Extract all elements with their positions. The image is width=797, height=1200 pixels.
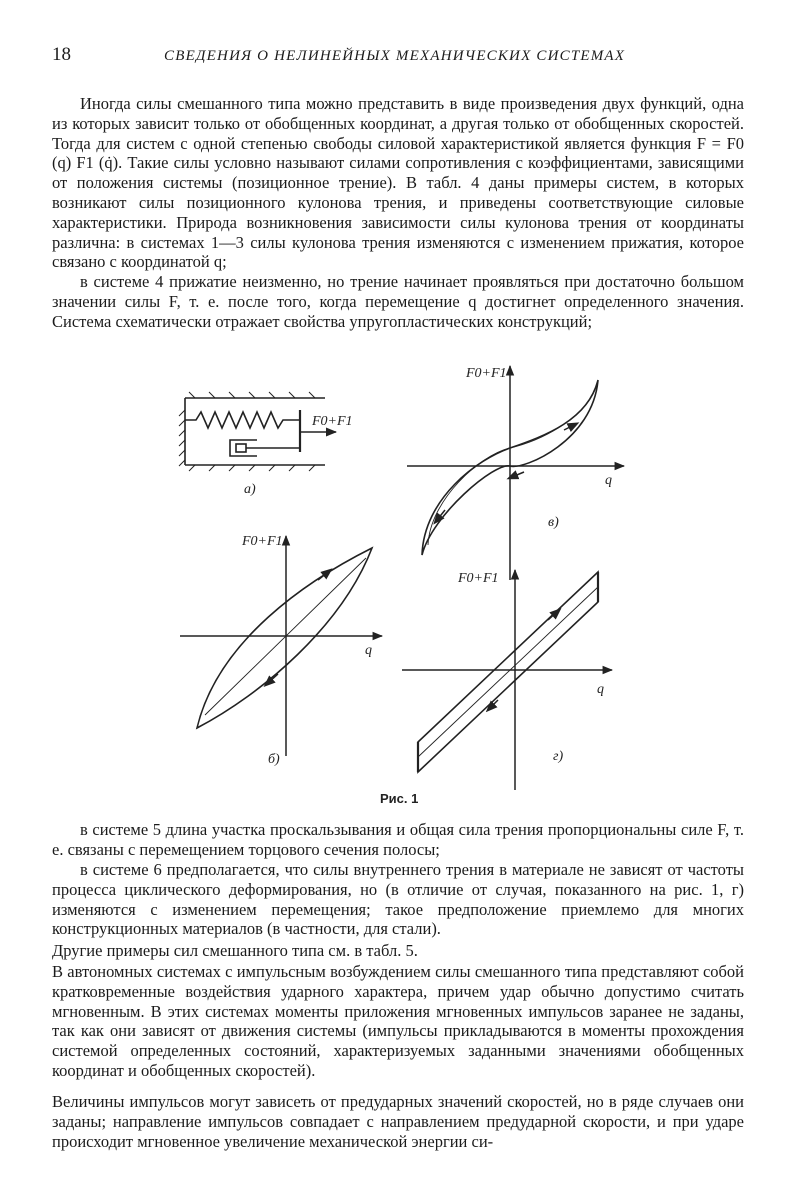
panel-a-scheme <box>179 392 336 471</box>
panel-a-force-label: F0+F1 <box>312 414 353 429</box>
panel-g-hysteresis <box>402 570 612 790</box>
panel-v-label: в) <box>548 515 559 530</box>
panel-b-hysteresis <box>180 536 382 756</box>
paragraph-mixed-forces: Иногда силы смешанного типа можно представить в виде произведения двух функций, одна из которых зависит только от обобщенных координат, а другая только от обобщенных скоростей. Тогда для систем с одной степенью свободы силовой характеристикой является функция F = F0 (q) F1 (q̇). Такие силы условно называют силами сопротивления с коэффициентами, зависящими от положения системы (позиционное трение). В табл. 4 даны примеры систем, в которых возникают силы позиционного кулонова трения, и приведены соответствующие силовые характеристики. Природа возникновения зависимости силы кулонова трения от координаты различна: в системах 1—3 силы кулонова трения изменяются с изменением прижатия, которое связано с координатой q; <box>52 94 744 272</box>
paragraph-system-5: в системе 5 длина участка проскальзывания и общая сила трения пропорциональны силе F, т. е. связаны с перемещением торцового сечения полосы; <box>52 820 744 859</box>
panel-b-force-label: F0+F1 <box>242 534 283 549</box>
panel-v-force-label: F0+F1 <box>466 366 507 381</box>
panel-a-label: a) <box>244 482 256 497</box>
paragraph-impulse-magnitudes: Величины импульсов могут зависеть от предударных значений скоростей, но в ряде случаев они заданы; направление импульсов совпадает с направлением предударной скорости, и при ударе происходит мгновенное увеличение механической энергии си- <box>52 1092 744 1151</box>
figure-caption: Рис. 1 <box>380 791 419 806</box>
panel-b-axis-label: q <box>365 643 372 658</box>
panel-g-force-label: F0+F1 <box>458 571 499 586</box>
paragraph-other-examples: Другие примеры сил смешанного типа см. в табл. 5. <box>52 941 418 960</box>
running-title: СВЕДЕНИЯ О НЕЛИНЕЙНЫХ МЕХАНИЧЕСКИХ СИСТЕМАХ <box>164 48 626 64</box>
panel-v-axis-label: q <box>605 473 612 488</box>
paragraph-system-6: в системе 6 предполагается, что силы внутреннего трения в материале не зависят от частоты процесса циклического деформирования, но (в отличие от случая, показанного на рис. 1, г) изменяются с изменением перемещения; такое предположение приемлемо для многих конструкционных материалов (в частности, для стали). <box>52 860 744 939</box>
panel-v-hysteresis <box>407 366 624 580</box>
page-number: 18 <box>52 44 71 65</box>
paragraph-impulse-systems: В автономных системах с импульсным возбуждением силы смешанного типа представляют собой кратковременные воздействия ударного характера, причем удар обычно допустимо считать мгновенным. В этих системах моменты приложения мгновенных импульсов заранее не заданы, так как они зависят от движения системы (импульсы прикладываются в моменты прохождения системой определенных состояний, характеризуемых заданными значениями обобщенных координат и обобщенных скоростей). <box>52 962 744 1080</box>
panel-g-axis-label: q <box>597 682 604 697</box>
panel-b-label: б) <box>268 752 280 767</box>
paragraph-system-4: в системе 4 прижатие неизменно, но трение начинает проявляться при достаточно большом значении силы F, т. е. после того, когда перемещение q достигнет определенного значения. Система схематически отражает свойства упругопластических конструкций; <box>52 272 744 331</box>
panel-g-label: г) <box>553 749 564 764</box>
